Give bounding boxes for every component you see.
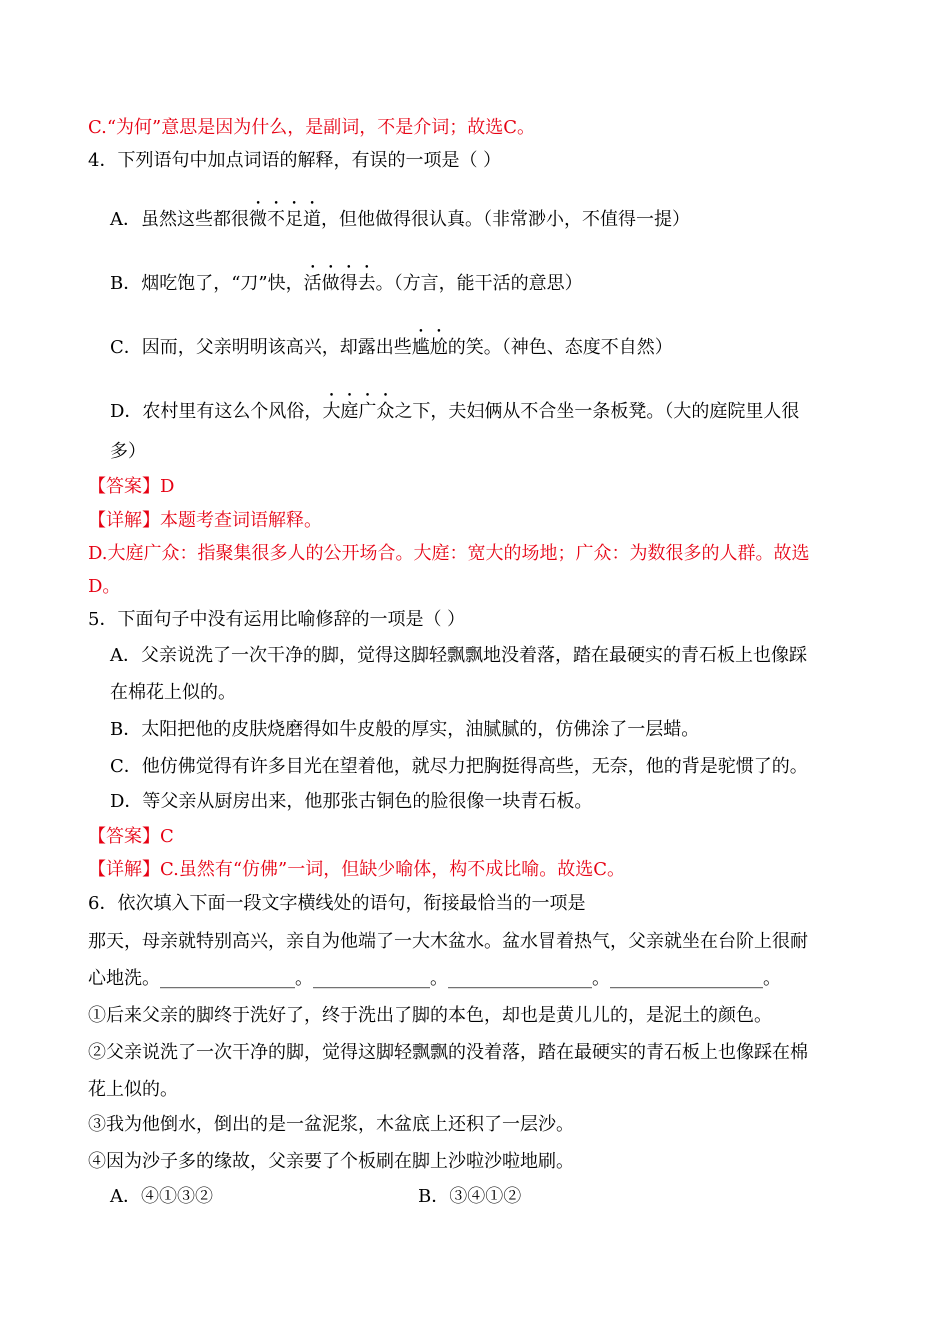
q6-option-b: B．③④①② [418, 1186, 522, 1207]
q5-option-d: D．等父亲从厨房出来，他那张古铜色的脸很像一块青石板。 [110, 791, 593, 812]
q5-option-a-line1: A．父亲说洗了一次干净的脚，觉得这脚轻飘飘地没着落，踏在最硬实的青石板上也像踩 [110, 645, 807, 666]
q4-d-post: 之下，夫妇俩从不合坐一条板凳。（大的庭院里人很 [394, 401, 800, 422]
q4-a-dotted-term: 微不足道 [249, 209, 321, 230]
q6-sentence-3: ③我为他倒水，倒出的是一盆泥浆，木盆底上还积了一层沙。 [88, 1114, 574, 1135]
q6-option-a: A．④①③② [110, 1186, 213, 1207]
q4-c-pre: C．因而，父亲明明该高兴，却露出些 [110, 337, 412, 358]
q4-option-d [110, 391, 799, 424]
q3-explanation-tail: C.“为何”意思是因为什么，是副词，不是介词；故选C。 [88, 117, 536, 138]
q4-a-pre: A．虽然这些都很 [110, 209, 249, 230]
q5-option-c: C．他仿佛觉得有许多目光在望着他，就尽力把胸挺得高些，无奈，他的背是驼惯了的。 [110, 756, 808, 777]
q4-explanation-heading: 【详解】本题考查词语解释。 [88, 510, 322, 531]
q4-c-post: 的笑。（神色、态度不自然） [447, 337, 673, 358]
q4-explanation-end: D。 [88, 576, 121, 597]
q4-option-d-continued: 多） [110, 441, 146, 462]
q5-option-b: B．太阳把他的皮肤烧磨得如牛皮般的厚实，油腻腻的，仿佛涂了一层蜡。 [110, 719, 700, 740]
q4-b-pre: B．烟吃饱了，“刀”快， [110, 273, 304, 294]
q5-option-a-line2: 在棉花上似的。 [110, 682, 236, 703]
q4-b-post: 。（方言，能干活的意思） [375, 273, 583, 294]
q5-explanation: 【详解】C.虽然有“仿佛”一词，但缺少喻体，构不成比喻。故选C。 [88, 859, 626, 880]
q4-option-b [110, 263, 583, 296]
q5-stem: 5．下面句子中没有运用比喻修辞的一项是（ ） [88, 609, 466, 630]
q4-answer: 【答案】D [88, 476, 175, 497]
q6-passage-line2-blanks: 心地洗。_______________。_____________。________________。_________________。 [88, 968, 781, 989]
q4-a-post: ，但他做得很认真。（非常渺小，不值得一提） [321, 209, 690, 230]
q4-stem: 4．下列语句中加点词语的解释，有误的一项是（ ） [88, 150, 502, 171]
q6-sentence-4: ④因为沙子多的缘故，父亲要了个板刷在脚上沙啦沙啦地刷。 [88, 1151, 574, 1172]
q6-stem: 6．依次填入下面一段文字横线处的语句，衔接最恰当的一项是 [88, 893, 586, 914]
q4-c-dotted-term: 尴尬 [411, 337, 448, 358]
q6-sentence-1: ①后来父亲的脚终于洗好了，终于洗出了脚的本色，却也是黄儿儿的，是泥土的颜色。 [88, 1005, 772, 1026]
q4-option-c [110, 327, 673, 360]
q6-sentence-2-line2: 花上似的。 [88, 1079, 178, 1100]
q4-explanation-body: D.大庭广众：指聚集很多人的公开场合。大庭：宽大的场地；广众：为数很多的人群。故选 [88, 543, 810, 564]
q5-answer: 【答案】C [88, 826, 174, 847]
q4-d-dotted-term: 大庭广众 [322, 401, 395, 422]
q4-option-a [110, 199, 690, 232]
q4-b-dotted-term: 活做得去 [303, 273, 376, 294]
q4-d-pre: D．农村里有这么个风俗， [110, 401, 323, 422]
q6-passage-line1: 那天，母亲就特别高兴，亲自为他端了一大木盆水。盆水冒着热气，父亲就坐在台阶上很耐 [88, 931, 808, 952]
q6-sentence-2-line1: ②父亲说洗了一次干净的脚，觉得这脚轻飘飘的没着落，踏在最硬实的青石板上也像踩在棉 [88, 1042, 808, 1063]
